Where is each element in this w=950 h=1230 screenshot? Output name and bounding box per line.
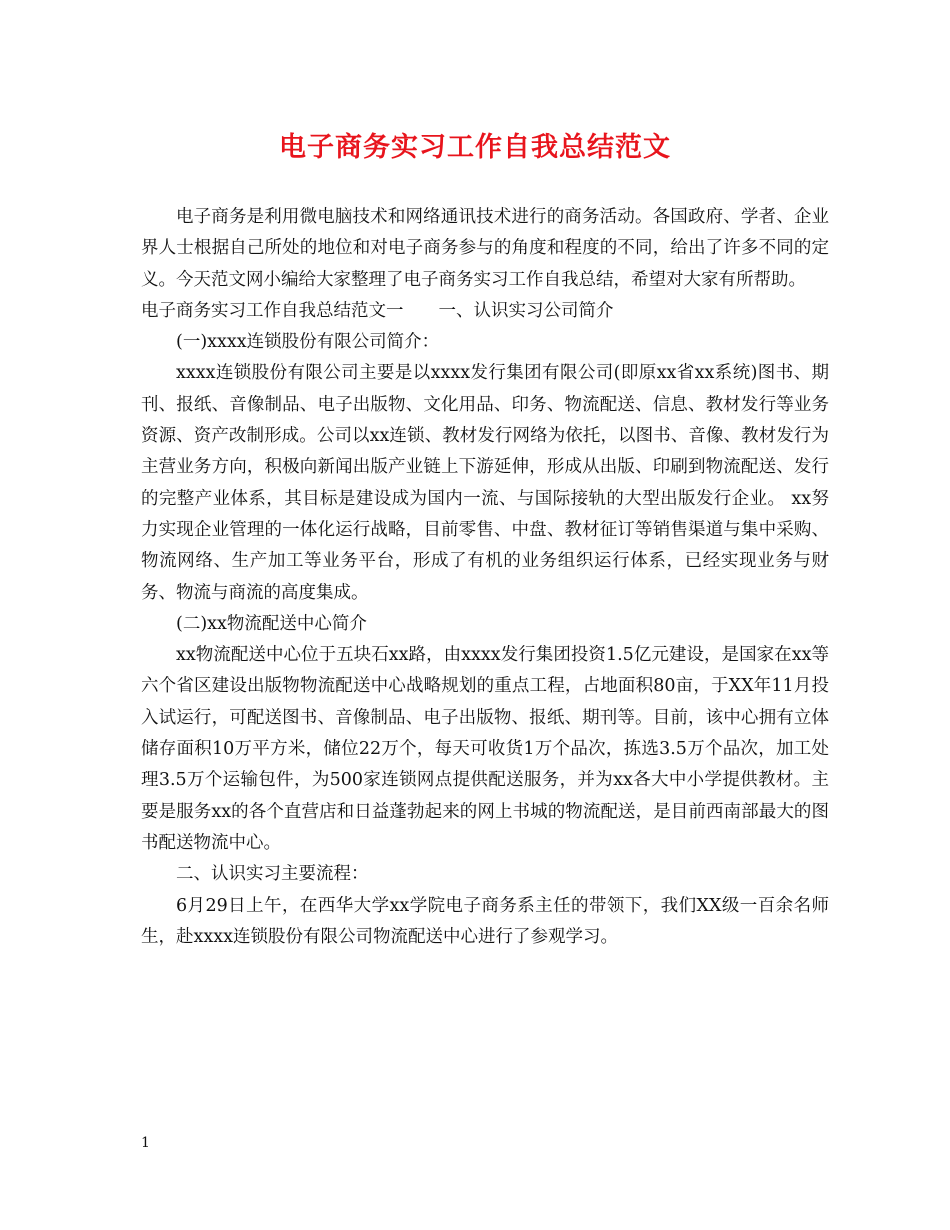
logistics-intro-paragraph: xx物流配送中心位于五块石xx路，由xxxx发行集团投资1.5亿元建设，是国家在xx等六个省区建设出版物物流配送中心战略规划的重点工程，占地面积80亩，于XX年11月投入试运行，可配送图书、音像制品、电子出版物、报纸、期刊等。目前，该中心拥有立体储存面积10万平方米，储位22万个，每天可收货1万个品次，拣选3.5万个品次，加工处理3.5万个运输包件，为500家连锁网点提供配送服务，并为xx各大中小学提供教材。主要是服务xx的各个直营店和日益蓬勃起来的网上书城的物流配送，是目前西南部最大的图书配送物流中心。 <box>141 645 829 853</box>
document-title: 电子商务实习工作自我总结范文 <box>279 132 671 163</box>
subsection-heading-company: (一)xxxx连锁股份有限公司简介： <box>176 332 440 353</box>
section-heading-process: 二、认识实习主要流程： <box>176 864 369 885</box>
subsection-heading-logistics: (二)xx物流配送中心简介 <box>176 613 367 634</box>
section-heading-sample-one: 电子商务实习工作自我总结范文一 一、认识实习公司简介 <box>141 300 614 321</box>
document-body <box>141 202 829 953</box>
intro-paragraph: 电子商务是利用微电脑技术和网络通讯技术进行的商务活动。各国政府、学者、企业界人士根据自己所处的地位和对电子商务参与的角度和程度的不同，给出了许多不同的定义。今天范文网小编给大家整理了电子商务实习工作自我总结，希望对大家有所帮助。 <box>141 207 829 290</box>
process-paragraph: 6月29日上午，在西华大学xx学院电子商务系主任的带领下，我们XX级一百余名师生，赴xxxx连锁股份有限公司物流配送中心进行了参观学习。 <box>141 895 829 947</box>
page-number: 1 <box>141 1135 150 1151</box>
company-intro-paragraph: xxxx连锁股份有限公司主要是以xxxx发行集团有限公司(即原xx省xx系统)图书、期刊、报纸、音像制品、电子出版物、文化用品、印务、物流配送、信息、教材发行等业务资源、资产改制形成。公司以xx连锁、教材发行网络为依托，以图书、音像、教材发行为主营业务方向，积极向新闻出版产业链上下游延伸，形成从出版、印刷到物流配送、发行的完整产业体系，其目标是建设成为国内一流、与国际接轨的大型出版发行企业。 xx努力实现企业管理的一体化运行战略，目前零售、中盘、教材征订等销售渠道与集中采购、物流网络、生产加工等业务平台，形成了有机的业务组织运行体系，已经实现业务与财务、物流与商流的高度集成。 <box>141 363 829 603</box>
